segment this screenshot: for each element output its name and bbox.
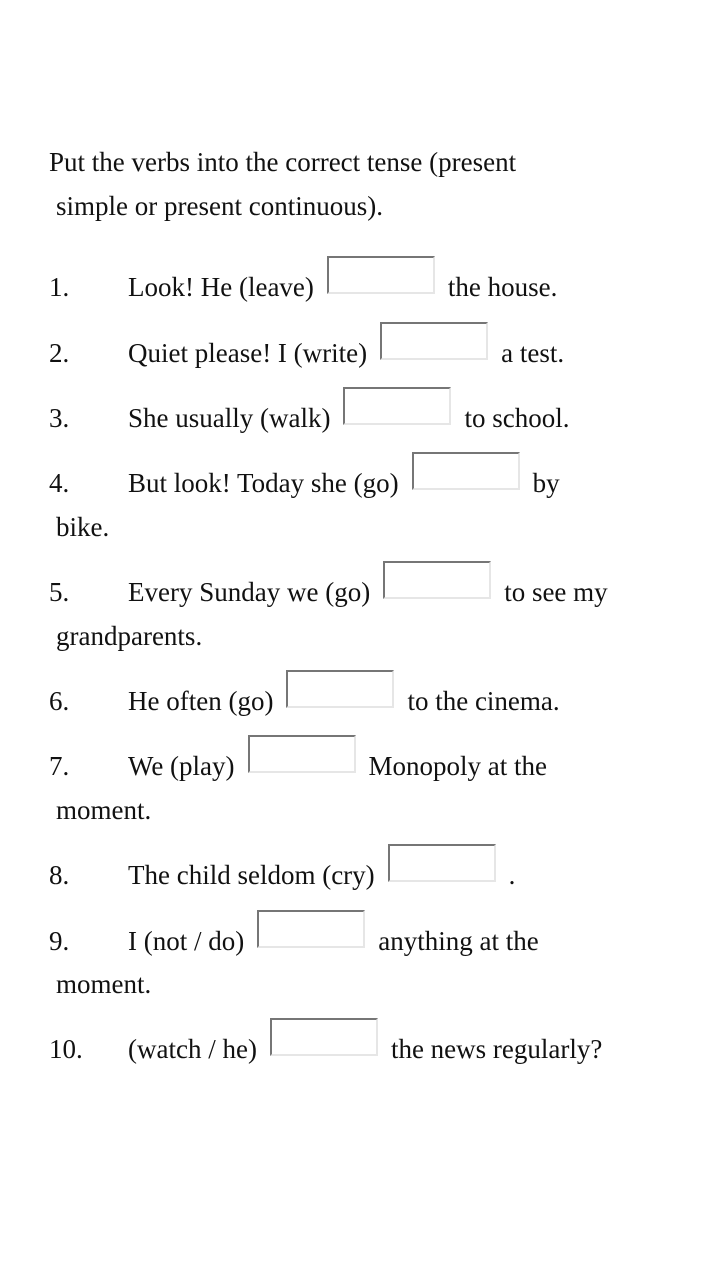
item-number: 7. (49, 751, 70, 781)
answer-input-3[interactable] (343, 387, 451, 425)
answer-input-9[interactable] (257, 910, 365, 948)
instructions (49, 140, 669, 228)
answer-input-2[interactable] (380, 322, 488, 360)
item-sentence (128, 855, 515, 895)
item-text-before: She usually (walk) (128, 403, 331, 433)
item-number: 3. (49, 403, 70, 433)
item-text-before: We (play) (128, 751, 235, 781)
exercise-item-1 (0, 267, 720, 307)
item-text-before: (watch / he) (128, 1034, 257, 1064)
item-text-before: But look! Today she (go) (128, 468, 399, 498)
item-text-after: Monopoly at the (368, 751, 548, 781)
item-sentence (128, 267, 557, 307)
exercise-item-5 (0, 572, 720, 612)
item-number: 1. (49, 272, 70, 302)
item-number: 9. (49, 926, 70, 956)
item-sentence (128, 333, 564, 373)
answer-input-5[interactable] (383, 561, 491, 599)
item-text-after: a test. (501, 338, 565, 368)
item-9-continuation: moment. (56, 969, 152, 999)
item-sentence (128, 746, 547, 786)
exercise-item-10 (0, 1029, 720, 1069)
exercise-item-8 (0, 855, 720, 895)
item-sentence (128, 681, 560, 721)
exercise-item-6 (0, 681, 720, 721)
answer-input-4[interactable] (412, 452, 520, 490)
instructions-line-1: Put the verbs into the correct tense (present (49, 147, 517, 177)
item-number: 2. (49, 338, 70, 368)
exercise-item-3 (0, 398, 720, 438)
item-4-continuation: bike. (56, 512, 110, 542)
item-text-after: the house. (447, 272, 558, 302)
exercise-item-7 (0, 746, 720, 786)
item-sentence (128, 572, 608, 612)
item-text-after: to school. (464, 403, 570, 433)
exercise-item-9 (0, 921, 720, 961)
item-number: 4. (49, 468, 70, 498)
item-7-continuation: moment. (56, 795, 152, 825)
item-sentence (128, 398, 569, 438)
exercise-item-4 (0, 463, 720, 503)
item-number: 6. (49, 686, 70, 716)
item-number: 5. (49, 577, 70, 607)
item-text-before: He often (go) (128, 686, 274, 716)
item-text-before: The child seldom (cry) (128, 860, 375, 890)
item-text-before: Quiet please! I (write) (128, 338, 368, 368)
answer-input-6[interactable] (286, 670, 394, 708)
item-text-before: Every Sunday we (go) (128, 577, 371, 607)
item-sentence (128, 463, 560, 503)
item-sentence (128, 1029, 602, 1069)
item-number: 10. (49, 1034, 83, 1064)
answer-input-7[interactable] (248, 735, 356, 773)
item-text-after: to the cinema. (407, 686, 560, 716)
item-5-continuation: grandparents. (56, 621, 203, 651)
item-text-after: by (532, 468, 560, 498)
instructions-line-2: simple or present continuous). (56, 191, 383, 221)
answer-input-8[interactable] (388, 844, 496, 882)
item-sentence (128, 921, 539, 961)
answer-input-10[interactable] (270, 1018, 378, 1056)
answer-input-1[interactable] (327, 256, 435, 294)
item-text-after: . (508, 860, 516, 890)
item-text-before: Look! He (leave) (128, 272, 314, 302)
exercise-item-2 (0, 333, 720, 373)
item-text-after: to see my (504, 577, 608, 607)
item-text-after: the news regularly? (390, 1034, 603, 1064)
item-number: 8. (49, 860, 70, 890)
item-text-after: anything at the (378, 926, 539, 956)
item-text-before: I (not / do) (128, 926, 245, 956)
